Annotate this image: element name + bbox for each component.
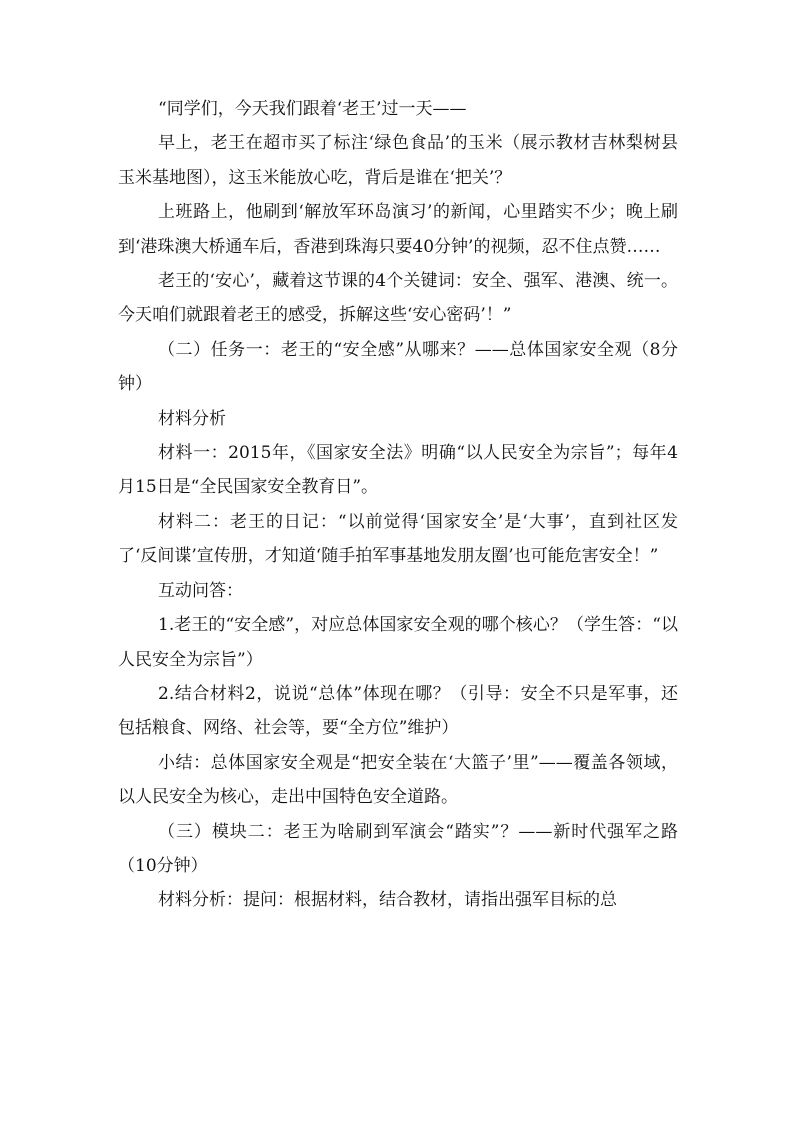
paragraph-keywords: 老王的‘安心’，藏着这节课的4个关键词：安全、强军、港澳、统一。今天咱们就跟着老王的感受，拆解这些‘安心密码’！” bbox=[118, 271, 678, 326]
paragraph-morning: 早上，老王在超市买了标注‘绿色食品’的玉米（展示教材吉林梨树县玉米基地图），这玉米能放心吃，背后是谁在‘把关’？ bbox=[118, 133, 678, 188]
subheading-material-analysis: 材料分析 bbox=[158, 408, 226, 429]
question-one: 1.老王的“安全感”，对应总体国家安全观的哪个核心？（学生答：“以人民安全为宗旨”） bbox=[118, 615, 678, 670]
question-two: 2.结合材料2，说说“总体”体现在哪？（引导：安全不只是军事，还包括粮食、网络、社会等，要“全方位”维护） bbox=[118, 683, 678, 739]
paragraph-material-one: 材料一：2015年，《国家安全法》明确“以人民安全为宗旨”；每年4月15日是“全民国家安全教育日”。 bbox=[118, 443, 678, 498]
paragraph-material-question: 材料分析：提问：根据材料，结合教材，请指出强军目标的总 bbox=[158, 890, 617, 911]
document-body bbox=[118, 92, 678, 918]
section-heading-module-two: （三）模块二：老王为啥刷到军演会“踏实”？——新时代强军之路（10分钟） bbox=[118, 821, 678, 876]
paragraph-intro-quote: “同学们，今天我们跟着‘老王’过一天—— bbox=[158, 99, 467, 119]
paragraph-material-two: 材料二：老王的日记：“以前觉得‘国家安全’是‘大事’，直到社区发了‘反间谍’宣传册，才知道‘随手拍军事基地发朋友圈’也可能危害安全！” bbox=[118, 511, 678, 567]
paragraph-summary: 小结：总体国家安全观是“把安全装在‘大篮子’里”——覆盖各领域，以人民安全为核心，走出中国特色安全道路。 bbox=[118, 752, 678, 808]
subheading-interactive-qa: 互动问答： bbox=[158, 580, 243, 601]
paragraph-commute: 上班路上，他刷到‘解放军环岛演习’的新闻，心里踏实不少；晚上刷到‘港珠澳大桥通车后，香港到珠海只要40分钟’的视频，忍不住点赞…… bbox=[118, 202, 678, 257]
section-heading-task-one: （二）任务一：老王的“安全感”从哪来？——总体国家安全观（8分钟） bbox=[118, 339, 678, 395]
